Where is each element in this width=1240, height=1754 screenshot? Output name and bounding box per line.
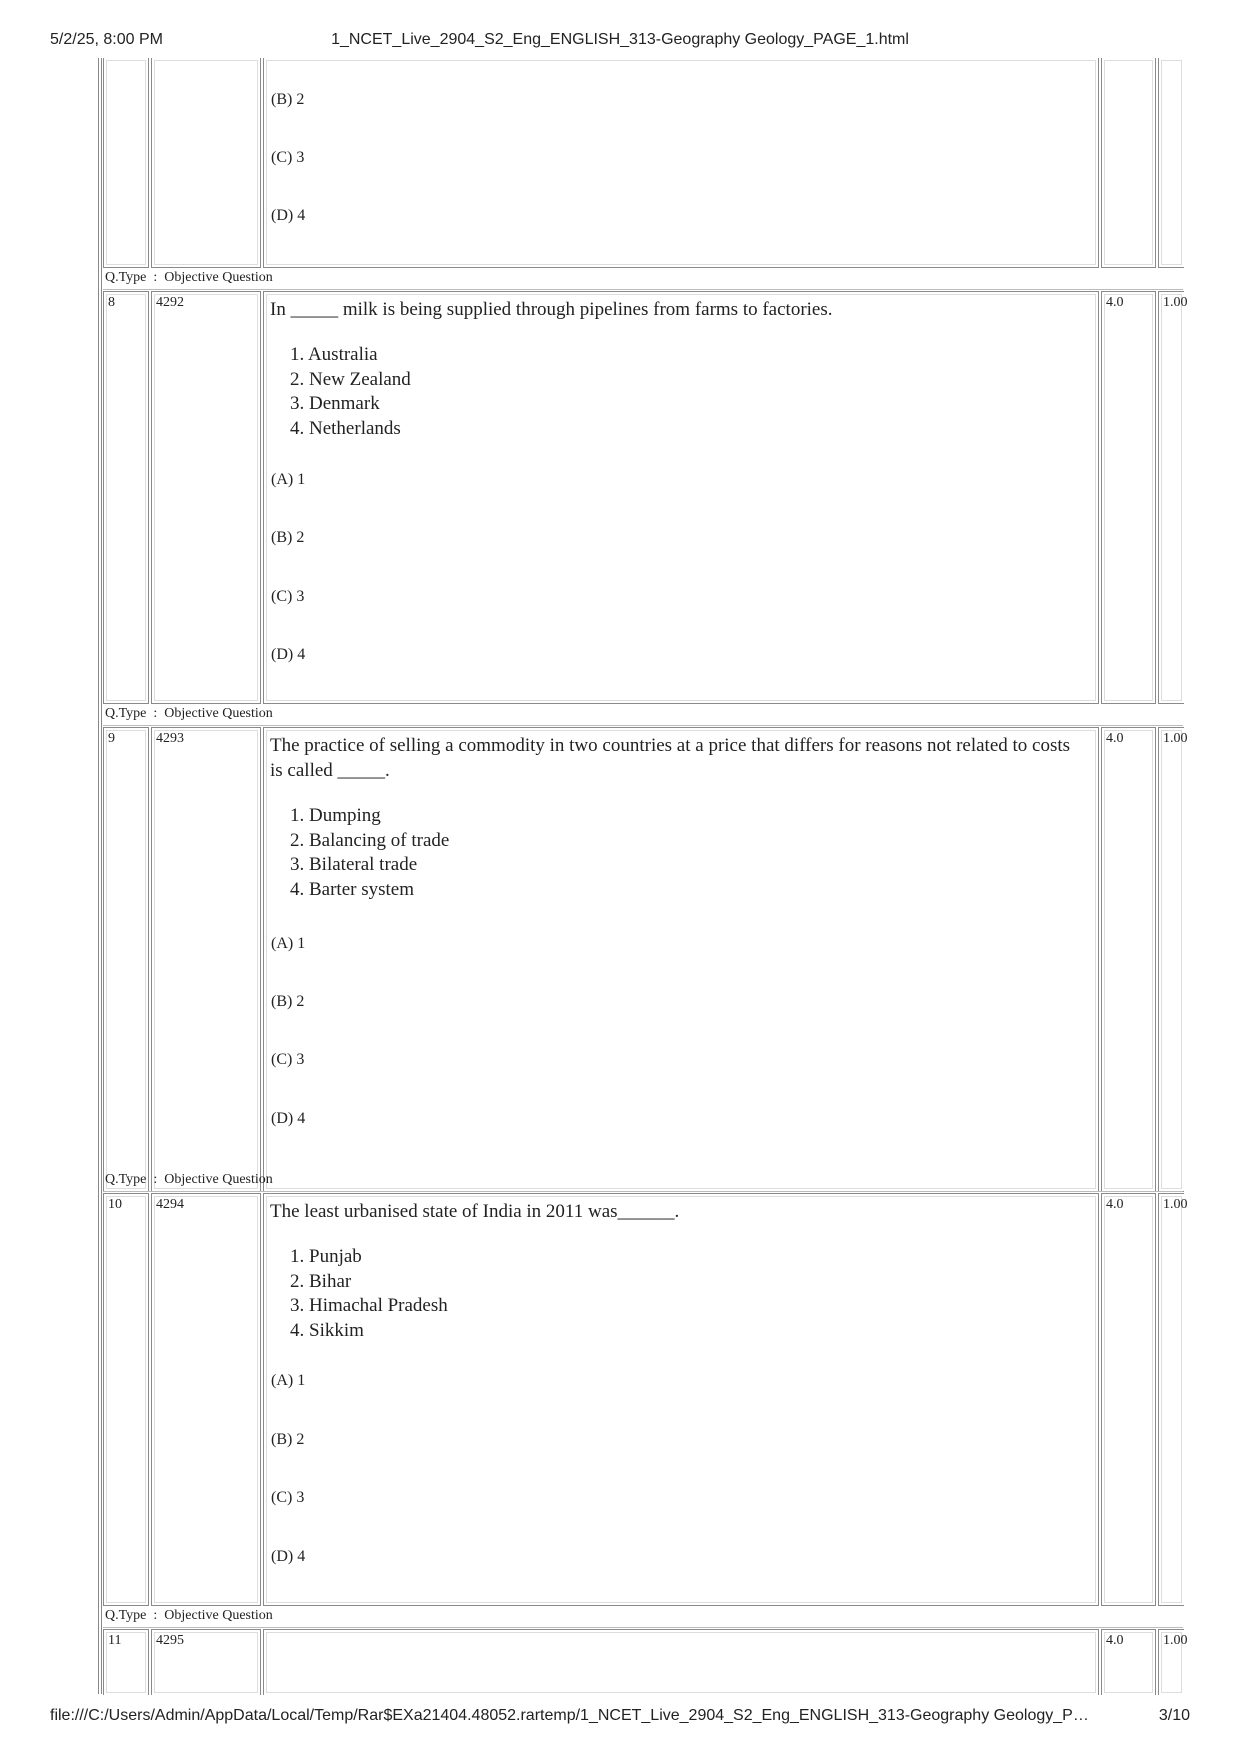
marks-cell: [1101, 727, 1156, 1192]
question-id-cell: [151, 1193, 261, 1606]
option-d: (D) 4: [271, 207, 306, 224]
option-d: (D) 4: [271, 646, 306, 663]
question-id-cell: [151, 727, 261, 1192]
negative-marks-value: 1.00: [1163, 731, 1188, 746]
qtype-label: Q.Type : Objective Question: [105, 270, 273, 285]
row-separator: [103, 1191, 1183, 1192]
negative-marks-value: 1.00: [1163, 1633, 1188, 1648]
choice-item: 1. Punjab: [290, 1246, 362, 1267]
question-id: 4293: [156, 731, 184, 746]
question-number-cell: [103, 58, 149, 268]
option-d: (D) 4: [271, 1110, 306, 1127]
option-b: (B) 2: [271, 91, 305, 108]
outer-border-line: [101, 58, 102, 1694]
question-number: 8: [108, 295, 115, 310]
question-body-cell: [263, 1629, 1099, 1695]
choice-item: 3. Denmark: [290, 393, 380, 414]
question-number-cell: [103, 291, 149, 704]
print-title: 1_NCET_Live_2904_S2_Eng_ENGLISH_313-Geography Geology_PAGE_1.html: [331, 31, 909, 48]
question-id-cell: [151, 291, 261, 704]
option-c: (C) 3: [271, 588, 305, 605]
negative-marks-value: 1.00: [1163, 1197, 1188, 1212]
question-number-cell: [103, 1629, 149, 1695]
negative-marks-cell: [1158, 291, 1188, 704]
choice-list: [290, 804, 449, 902]
choice-list: [290, 343, 411, 441]
marks-value: 4.0: [1106, 295, 1124, 310]
row-separator: [103, 289, 1183, 290]
question-number: 10: [108, 1197, 122, 1212]
qtype-label: Q.Type : Objective Question: [105, 1608, 273, 1623]
marks-cell: [1101, 58, 1156, 268]
negative-marks-cell: [1158, 727, 1188, 1192]
question-id-cell: [151, 1629, 261, 1695]
question-id: 4292: [156, 295, 184, 310]
marks-cell: [1101, 1629, 1156, 1695]
choice-item: 1. Dumping: [290, 805, 381, 826]
row-separator: [103, 1627, 1183, 1628]
question-number-cell: [103, 1193, 149, 1606]
question-text: The least urbanised state of India in 2011 was______.: [270, 1201, 680, 1222]
outer-border-line: [98, 58, 99, 1694]
option-c: (C) 3: [271, 1489, 305, 1506]
choice-item: 3. Bilateral trade: [290, 854, 418, 875]
question-body-cell: [263, 727, 1099, 1192]
option-c: (C) 3: [271, 149, 305, 166]
negative-marks-cell: [1158, 58, 1184, 268]
print-header: [0, 31, 1240, 53]
choice-item: 2. New Zealand: [290, 368, 411, 390]
question-id: 4294: [156, 1197, 184, 1212]
option-a: (A) 1: [271, 1372, 306, 1389]
question-id-cell: [151, 58, 261, 268]
choice-item: 2. Bihar: [290, 1270, 352, 1292]
question-text: The practice of selling a commodity in two countries at a price that differs for reasons not related to costs is called _____.: [270, 735, 1071, 781]
negative-marks-cell: [1158, 1193, 1188, 1606]
option-a: (A) 1: [271, 471, 306, 488]
choice-item: 3. Himachal Pradesh: [290, 1295, 448, 1316]
choice-item: 4. Sikkim: [290, 1319, 364, 1341]
file-path: file:///C:/Users/Admin/AppData/Local/Temp/Rar$EXa21404.48052.rartemp/1_NCET_Live_2904_S2_Eng_ENGLISH_313-Geography Geology_P…: [50, 1707, 1089, 1724]
option-b: (B) 2: [271, 993, 305, 1010]
question-id: 4295: [156, 1633, 184, 1648]
choice-item: 4. Barter system: [290, 878, 415, 900]
option-c: (C) 3: [271, 1051, 305, 1068]
choice-item: 4. Netherlands: [290, 417, 401, 439]
question-text: In _____ milk is being supplied through pipelines from farms to factories.: [270, 299, 833, 320]
option-b: (B) 2: [271, 1431, 305, 1448]
marks-cell: [1101, 1193, 1156, 1606]
print-datetime: 5/2/25, 8:00 PM: [50, 31, 163, 48]
qtype-label: Q.Type : Objective Question: [105, 706, 273, 721]
option-a: (A) 1: [271, 935, 306, 952]
marks-value: 4.0: [1106, 1633, 1124, 1648]
qtype-label: Q.Type : Objective Question: [105, 1172, 273, 1187]
print-footer: [0, 1707, 1240, 1729]
choice-list: [290, 1245, 448, 1343]
choice-item: 1. Australia: [290, 344, 378, 365]
question-number-cell: [103, 727, 149, 1192]
marks-cell: [1101, 291, 1156, 704]
page-number: 3/10: [1158, 1707, 1190, 1724]
question-number: 9: [108, 731, 115, 746]
negative-marks-value: 1.00: [1163, 295, 1188, 310]
row-separator: [103, 725, 1183, 726]
marks-value: 4.0: [1106, 731, 1124, 746]
marks-value: 4.0: [1106, 1197, 1124, 1212]
question-body-cell: [263, 58, 1099, 268]
option-d: (D) 4: [271, 1548, 306, 1565]
option-b: (B) 2: [271, 529, 305, 546]
choice-item: 2. Balancing of trade: [290, 829, 450, 851]
negative-marks-cell: [1158, 1629, 1188, 1695]
question-number: 11: [108, 1633, 122, 1648]
